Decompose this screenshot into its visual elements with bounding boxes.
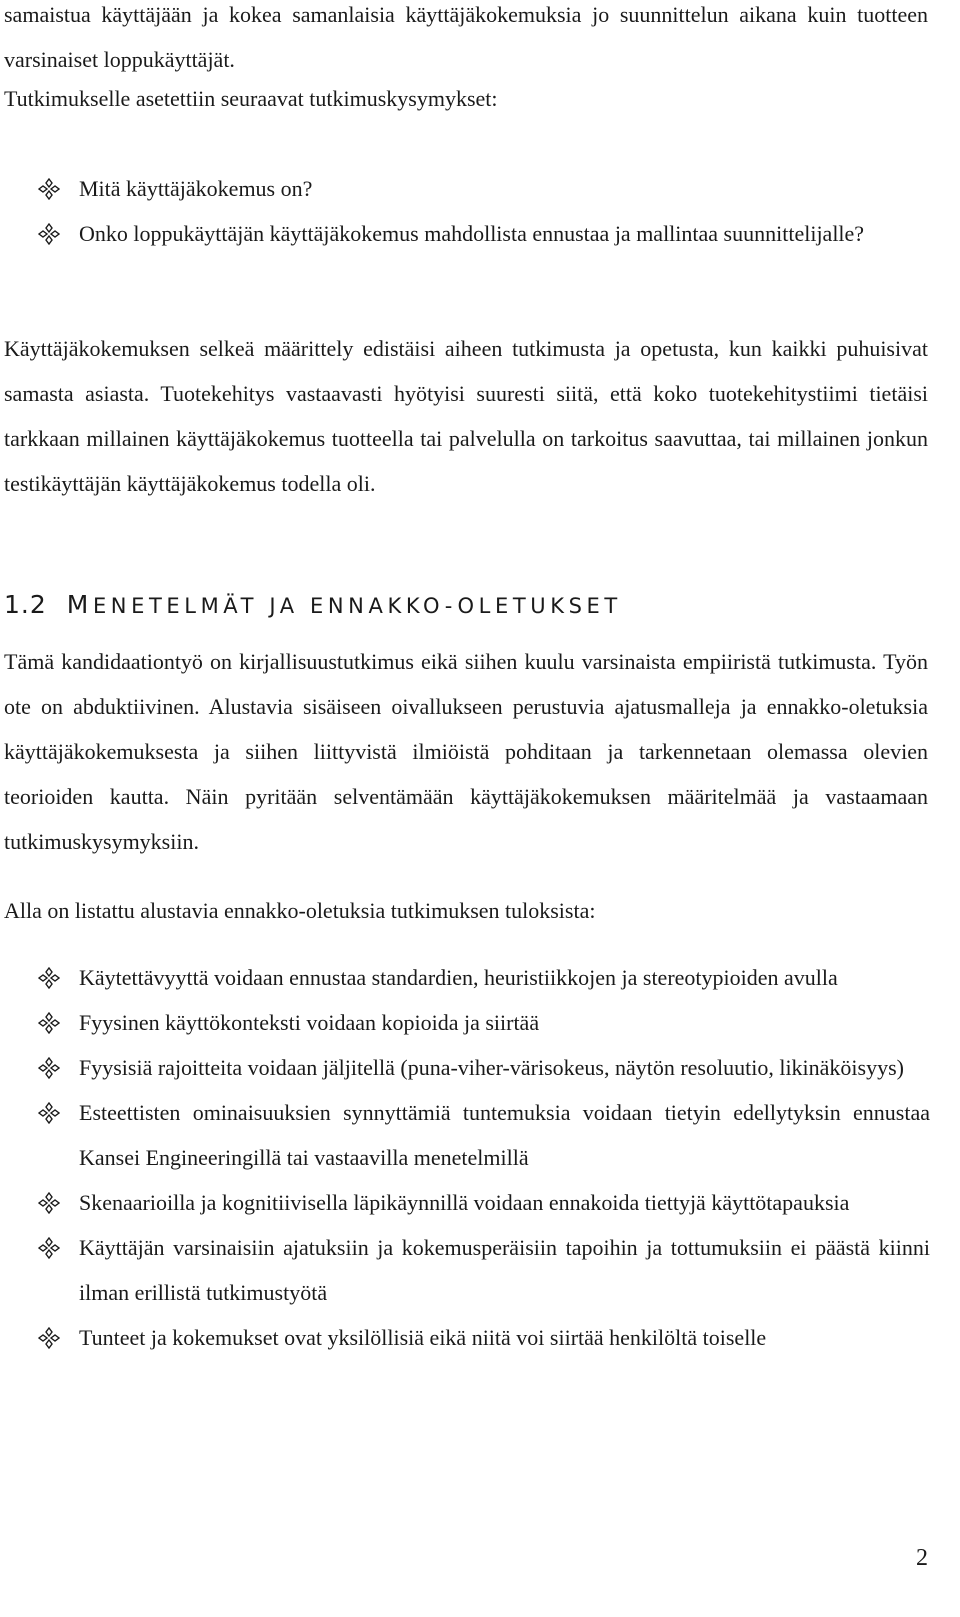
four-diamond-bullet-icon <box>38 1057 60 1079</box>
list-item-text: Käytettävyyttä voidaan ennustaa standardien, heuristiikkojen ja stereotypioiden avulla <box>79 965 838 990</box>
section-title <box>66 590 622 619</box>
section-title-rest: ENETELMÄT JA ENNAKKO-OLETUKSET <box>92 594 622 618</box>
list-item-text: Skenaarioilla ja kognitiivisella läpikäynnillä voidaan ennakoida tiettyjä käyttötapauksia <box>79 1190 850 1215</box>
list-item <box>0 1225 930 1315</box>
list-item <box>0 1000 930 1045</box>
list-item <box>0 1180 930 1225</box>
section-title-initial: M <box>66 590 93 619</box>
method-paragraph: Tämä kandidaationtyö on kirjallisuustutkimus eikä siihen kuulu varsinaista empiiristä tutkimusta. Työn ote on abduktiivinen. Alustavia sisäiseen oivallukseen perustuvia ajatusmalleja ja ennakko-oletuksia käyttäjäkokemuksesta ja siihen liittyvistä ilmiöistä pohditaan ja tarkennetaan olemassa olevien teorioiden kautta. Näin pyritään selventämään käyttäjäkokemuksen määritelmää ja vastaamaan tutkimuskysymyksiin. <box>4 649 928 854</box>
list-item-text: Fyysisiä rajoitteita voidaan jäljitellä (puna-viher-värisokeus, näytön resoluutio, likinäköisyys) <box>79 1055 904 1080</box>
section-heading <box>4 583 622 628</box>
four-diamond-bullet-icon <box>38 1192 60 1214</box>
definition-paragraph: Käyttäjäkokemuksen selkeä määrittely edistäisi aiheen tutkimusta ja opetusta, kun kaikki puhuisivat samasta asiasta. Tuotekehitys vastaavasti hyötyisi suuresti siitä, että koko tuotekehitystiimi tietäisi tarkkaan millainen käyttäjäkokemus tuotteella tai palvelulla on tarkoitus saavuttaa, tai millainen jonkun testikäyttäjän käyttäjäkokemus todella oli. <box>4 336 928 496</box>
list-item <box>0 1315 930 1360</box>
list-item <box>0 1045 930 1090</box>
assumptions-list <box>0 955 930 1360</box>
research-questions-intro: Tutkimukselle asetettiin seuraavat tutkimuskysymykset: <box>4 86 498 111</box>
list-item-text: Käyttäjän varsinaisiin ajatuksiin ja kokemusperäisiin tapoihin ja tottumuksiin ei päästä kiinni ilman erillistä tutkimustyötä <box>79 1235 930 1305</box>
list-item-text: Tunteet ja kokemukset ovat yksilöllisiä eikä niitä voi siirtää henkilöltä toiselle <box>79 1325 767 1350</box>
section-number: 1.2 <box>4 590 47 619</box>
list-item-text: Onko loppukäyttäjän käyttäjäkokemus mahdollista ennustaa ja mallintaa suunnittelijalle? <box>79 221 865 246</box>
list-item <box>0 166 930 211</box>
list-item-text: Mitä käyttäjäkokemus on? <box>79 176 313 201</box>
four-diamond-bullet-icon <box>38 1012 60 1034</box>
research-questions-list <box>0 166 930 256</box>
list-item-text: Fyysinen käyttökonteksti voidaan kopioida ja siirtää <box>79 1010 540 1035</box>
four-diamond-bullet-icon <box>38 1327 60 1349</box>
page-number: 2 <box>916 1545 928 1571</box>
assumptions-intro: Alla on listattu alustavia ennakko-oletuksia tutkimuksen tuloksista: <box>4 898 596 923</box>
list-item <box>0 211 930 256</box>
four-diamond-bullet-icon <box>38 967 60 989</box>
four-diamond-bullet-icon <box>38 1237 60 1259</box>
four-diamond-bullet-icon <box>38 178 60 200</box>
list-item <box>0 955 930 1000</box>
four-diamond-bullet-icon <box>38 1102 60 1124</box>
intro-paragraph: samaistua käyttäjään ja kokea samanlaisia käyttäjäkokemuksia jo suunnittelun aikana kuin tuotteen varsinaiset loppukäyttäjät. <box>4 2 928 72</box>
four-diamond-bullet-icon <box>38 223 60 245</box>
list-item-text: Esteettisten ominaisuuksien synnyttämiä tuntemuksia voidaan tietyin edellytyksin ennustaa Kansei Engineeringillä tai vastaavilla menetelmillä <box>79 1100 930 1170</box>
list-item <box>0 1090 930 1180</box>
